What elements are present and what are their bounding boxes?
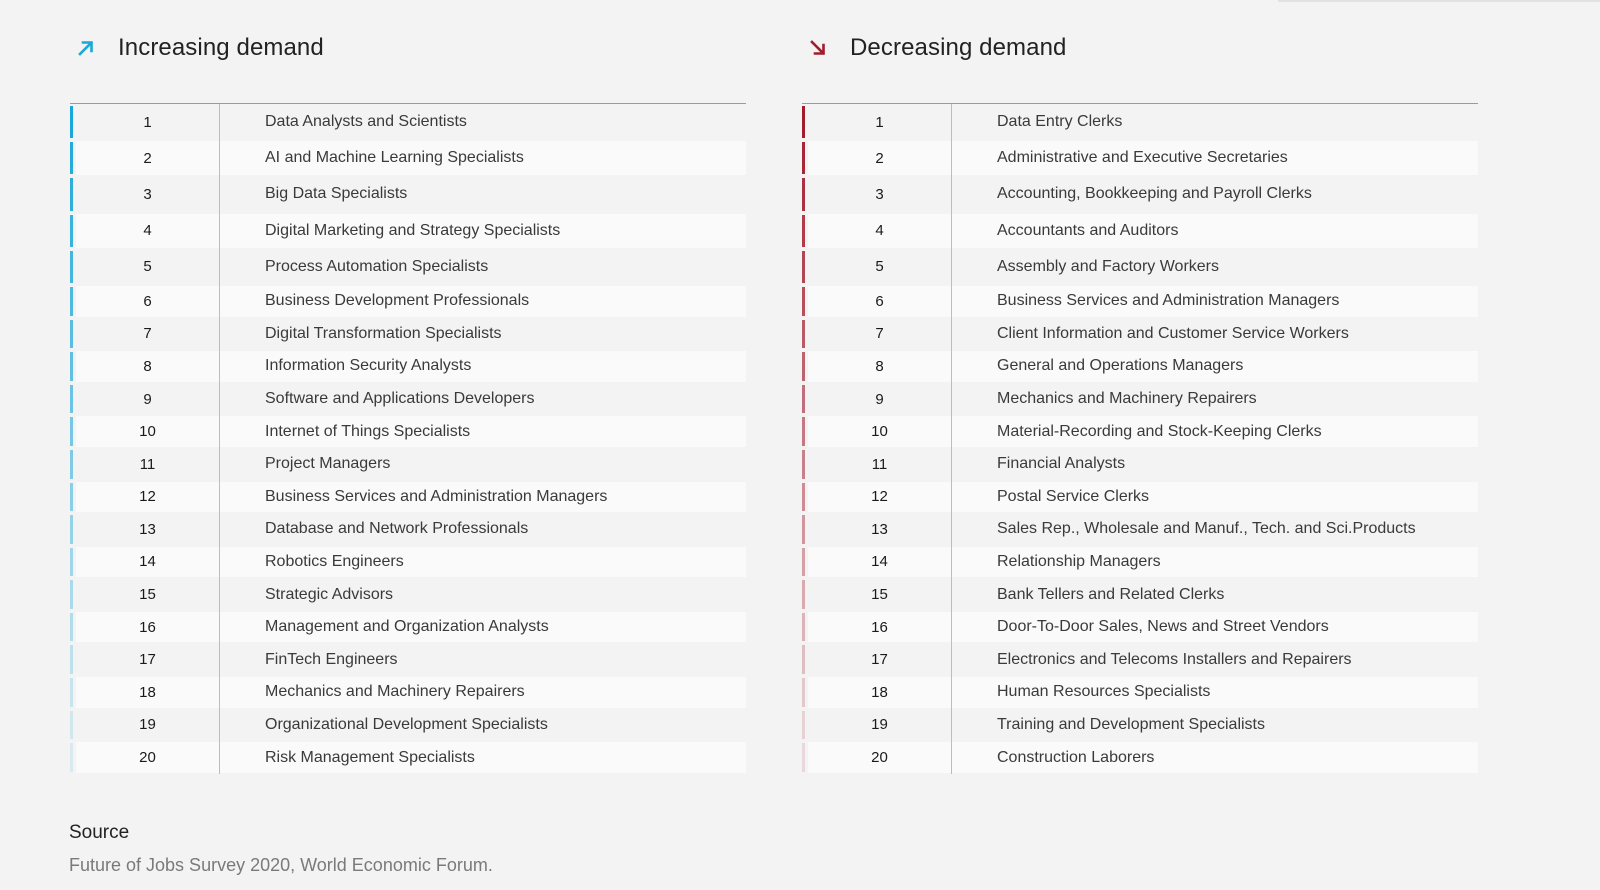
rank-number: 13	[70, 513, 220, 546]
job-title: Internet of Things Specialists	[265, 422, 471, 440]
table-row	[802, 213, 1478, 249]
rank-number: 4	[802, 213, 952, 249]
table-row	[802, 611, 1478, 644]
job-title: Big Data Specialists	[265, 185, 408, 203]
table-row	[802, 140, 1478, 176]
job-title: Postal Service Clerks	[997, 487, 1150, 505]
table-row	[70, 415, 746, 448]
job-title: Business Services and Administration Managers	[265, 487, 608, 505]
job-title: Accountants and Auditors	[997, 221, 1179, 239]
job-title: General and Operations Managers	[997, 357, 1244, 375]
job-title: Training and Development Specialists	[997, 715, 1265, 733]
rank-accent-bar	[70, 178, 73, 210]
rank-number: 5	[802, 249, 952, 285]
table-row	[802, 249, 1478, 285]
table-row	[70, 676, 746, 709]
job-title: Business Services and Administration Managers	[997, 292, 1340, 310]
job-title: Process Automation Specialists	[265, 257, 489, 275]
rank-accent-bar	[70, 515, 73, 544]
job-title: Strategic Advisors	[265, 585, 394, 603]
rank-number: 16	[802, 611, 952, 644]
increasing-demand-panel	[70, 28, 746, 774]
table-row	[70, 383, 746, 416]
job-title: Administrative and Executive Secretaries	[997, 149, 1288, 167]
rank-number: 5	[70, 249, 220, 285]
job-title: Electronics and Telecoms Installers and Repairers	[997, 650, 1352, 668]
rank-accent-bar	[802, 385, 805, 414]
job-title: Financial Analysts	[997, 455, 1126, 473]
rank-accent-bar	[802, 645, 805, 674]
job-title: Project Managers	[265, 455, 391, 473]
rank-number: 14	[802, 546, 952, 579]
table-row	[802, 285, 1478, 318]
rank-accent-bar	[802, 287, 805, 316]
rank-accent-bar	[802, 711, 805, 740]
rank-accent-bar	[70, 352, 73, 381]
rank-accent-bar	[802, 215, 805, 247]
job-title: Digital Transformation Specialists	[265, 324, 502, 342]
rank-accent-bar	[70, 251, 73, 283]
table-row	[70, 176, 746, 212]
rank-number: 17	[802, 643, 952, 676]
rank-accent-bar	[70, 580, 73, 609]
source-label: Source	[69, 822, 130, 843]
table-row	[70, 104, 746, 140]
rank-accent-bar	[802, 613, 805, 642]
rank-accent-bar	[70, 678, 73, 707]
job-title: AI and Machine Learning Specialists	[265, 149, 524, 167]
rank-accent-bar	[802, 580, 805, 609]
rank-accent-bar	[802, 142, 805, 174]
job-title: Mechanics and Machinery Repairers	[997, 390, 1257, 408]
job-title: Organizational Development Specialists	[265, 715, 548, 733]
rank-number: 10	[802, 415, 952, 448]
rank-number: 7	[802, 318, 952, 351]
rank-accent-bar	[70, 385, 73, 414]
table-row	[70, 350, 746, 383]
arrow-down-right-icon	[802, 28, 850, 68]
rank-accent-bar	[70, 645, 73, 674]
table-row	[70, 318, 746, 351]
table-row	[802, 415, 1478, 448]
decreasing-demand-panel	[802, 28, 1478, 774]
table-row	[802, 383, 1478, 416]
job-title: Robotics Engineers	[265, 552, 404, 570]
rank-number: 2	[70, 140, 220, 176]
table-row	[802, 578, 1478, 611]
job-title: Management and Organization Analysts	[265, 618, 549, 636]
rank-number: 17	[70, 643, 220, 676]
increasing-demand-title: Increasing demand	[118, 34, 324, 61]
table-row	[802, 481, 1478, 514]
decreasing-demand-header	[802, 28, 1478, 68]
rank-accent-bar	[70, 548, 73, 577]
rank-accent-bar	[802, 106, 805, 138]
table-row	[70, 513, 746, 546]
rank-number: 3	[70, 176, 220, 212]
table-row	[802, 318, 1478, 351]
rank-number: 6	[70, 285, 220, 318]
rank-number: 20	[70, 741, 220, 774]
rank-number: 18	[70, 676, 220, 709]
rank-accent-bar	[802, 678, 805, 707]
job-title: Human Resources Specialists	[997, 683, 1211, 701]
rank-number: 2	[802, 140, 952, 176]
rank-accent-bar	[70, 215, 73, 247]
table-row	[70, 546, 746, 579]
rank-number: 8	[802, 350, 952, 383]
rank-number: 19	[70, 709, 220, 742]
rank-accent-bar	[70, 142, 73, 174]
decreasing-demand-rows	[802, 104, 1478, 774]
rank-accent-bar	[802, 548, 805, 577]
rank-accent-bar	[70, 417, 73, 446]
table-row	[802, 104, 1478, 140]
rank-accent-bar	[70, 613, 73, 642]
rank-accent-bar	[70, 711, 73, 740]
rank-number: 20	[802, 741, 952, 774]
job-title: Digital Marketing and Strategy Specialists	[265, 221, 561, 239]
rank-accent-bar	[802, 320, 805, 349]
job-title: Relationship Managers	[997, 552, 1161, 570]
job-title: Material-Recording and Stock-Keeping Clerks	[997, 422, 1322, 440]
rank-number: 15	[70, 578, 220, 611]
rank-accent-bar	[70, 287, 73, 316]
rank-number: 6	[802, 285, 952, 318]
job-title: Business Development Professionals	[265, 292, 530, 310]
rank-number: 11	[802, 448, 952, 481]
table-row	[70, 709, 746, 742]
table-row	[802, 546, 1478, 579]
rank-accent-bar	[802, 417, 805, 446]
rank-accent-bar	[70, 106, 73, 138]
table-row	[802, 448, 1478, 481]
rank-accent-bar	[802, 251, 805, 283]
job-title: Data Analysts and Scientists	[265, 113, 467, 131]
rank-number: 18	[802, 676, 952, 709]
table-row	[802, 741, 1478, 774]
rank-number: 16	[70, 611, 220, 644]
rank-number: 13	[802, 513, 952, 546]
rank-number: 7	[70, 318, 220, 351]
rank-accent-bar	[802, 450, 805, 479]
rank-number: 8	[70, 350, 220, 383]
arrow-up-right-icon	[70, 28, 118, 68]
table-row	[802, 676, 1478, 709]
job-title: Information Security Analysts	[265, 357, 472, 375]
rank-number: 19	[802, 709, 952, 742]
rank-accent-bar	[802, 515, 805, 544]
job-title: Accounting, Bookkeeping and Payroll Clerks	[997, 185, 1312, 203]
table-row	[802, 513, 1478, 546]
rank-number: 10	[70, 415, 220, 448]
rank-accent-bar	[802, 352, 805, 381]
rank-number: 1	[70, 104, 220, 140]
increasing-demand-header	[70, 28, 746, 68]
rank-accent-bar	[70, 320, 73, 349]
table-row	[70, 249, 746, 285]
decreasing-demand-title: Decreasing demand	[850, 34, 1067, 61]
rank-number: 11	[70, 448, 220, 481]
table-row	[802, 176, 1478, 212]
table-row	[802, 709, 1478, 742]
table-row	[70, 213, 746, 249]
rank-number: 15	[802, 578, 952, 611]
rank-number: 1	[802, 104, 952, 140]
rank-number: 14	[70, 546, 220, 579]
table-row	[802, 350, 1478, 383]
table-row	[802, 643, 1478, 676]
top-divider	[1278, 0, 1600, 2]
job-title: Mechanics and Machinery Repairers	[265, 683, 525, 701]
table-row	[70, 643, 746, 676]
job-title: Construction Laborers	[997, 748, 1155, 766]
job-title: Data Entry Clerks	[997, 113, 1123, 131]
rank-number: 12	[70, 481, 220, 514]
table-row	[70, 611, 746, 644]
table-row	[70, 481, 746, 514]
rank-accent-bar	[802, 178, 805, 210]
job-title: Risk Management Specialists	[265, 748, 475, 766]
table-row	[70, 578, 746, 611]
source-text: Future of Jobs Survey 2020, World Economic Forum.	[69, 855, 493, 875]
job-title: Assembly and Factory Workers	[997, 257, 1219, 275]
job-title: FinTech Engineers	[265, 650, 398, 668]
job-title: Software and Applications Developers	[265, 390, 535, 408]
rank-number: 9	[802, 383, 952, 416]
rank-number: 9	[70, 383, 220, 416]
rank-accent-bar	[802, 743, 805, 772]
table-row	[70, 741, 746, 774]
increasing-demand-rows	[70, 104, 746, 774]
rank-accent-bar	[70, 450, 73, 479]
rank-number: 3	[802, 176, 952, 212]
increasing-demand-table	[70, 103, 746, 774]
job-title: Bank Tellers and Related Clerks	[997, 585, 1225, 603]
job-title: Door-To-Door Sales, News and Street Vendors	[997, 618, 1329, 636]
job-title: Database and Network Professionals	[265, 520, 529, 538]
rank-accent-bar	[70, 743, 73, 772]
table-row	[70, 140, 746, 176]
job-title: Sales Rep., Wholesale and Manuf., Tech. and Sci.Products	[997, 520, 1416, 538]
table-row	[70, 285, 746, 318]
rank-number: 12	[802, 481, 952, 514]
rank-number: 4	[70, 213, 220, 249]
rank-accent-bar	[802, 483, 805, 512]
table-row	[70, 448, 746, 481]
rank-accent-bar	[70, 483, 73, 512]
decreasing-demand-table	[802, 103, 1478, 774]
job-title: Client Information and Customer Service Workers	[997, 324, 1349, 342]
